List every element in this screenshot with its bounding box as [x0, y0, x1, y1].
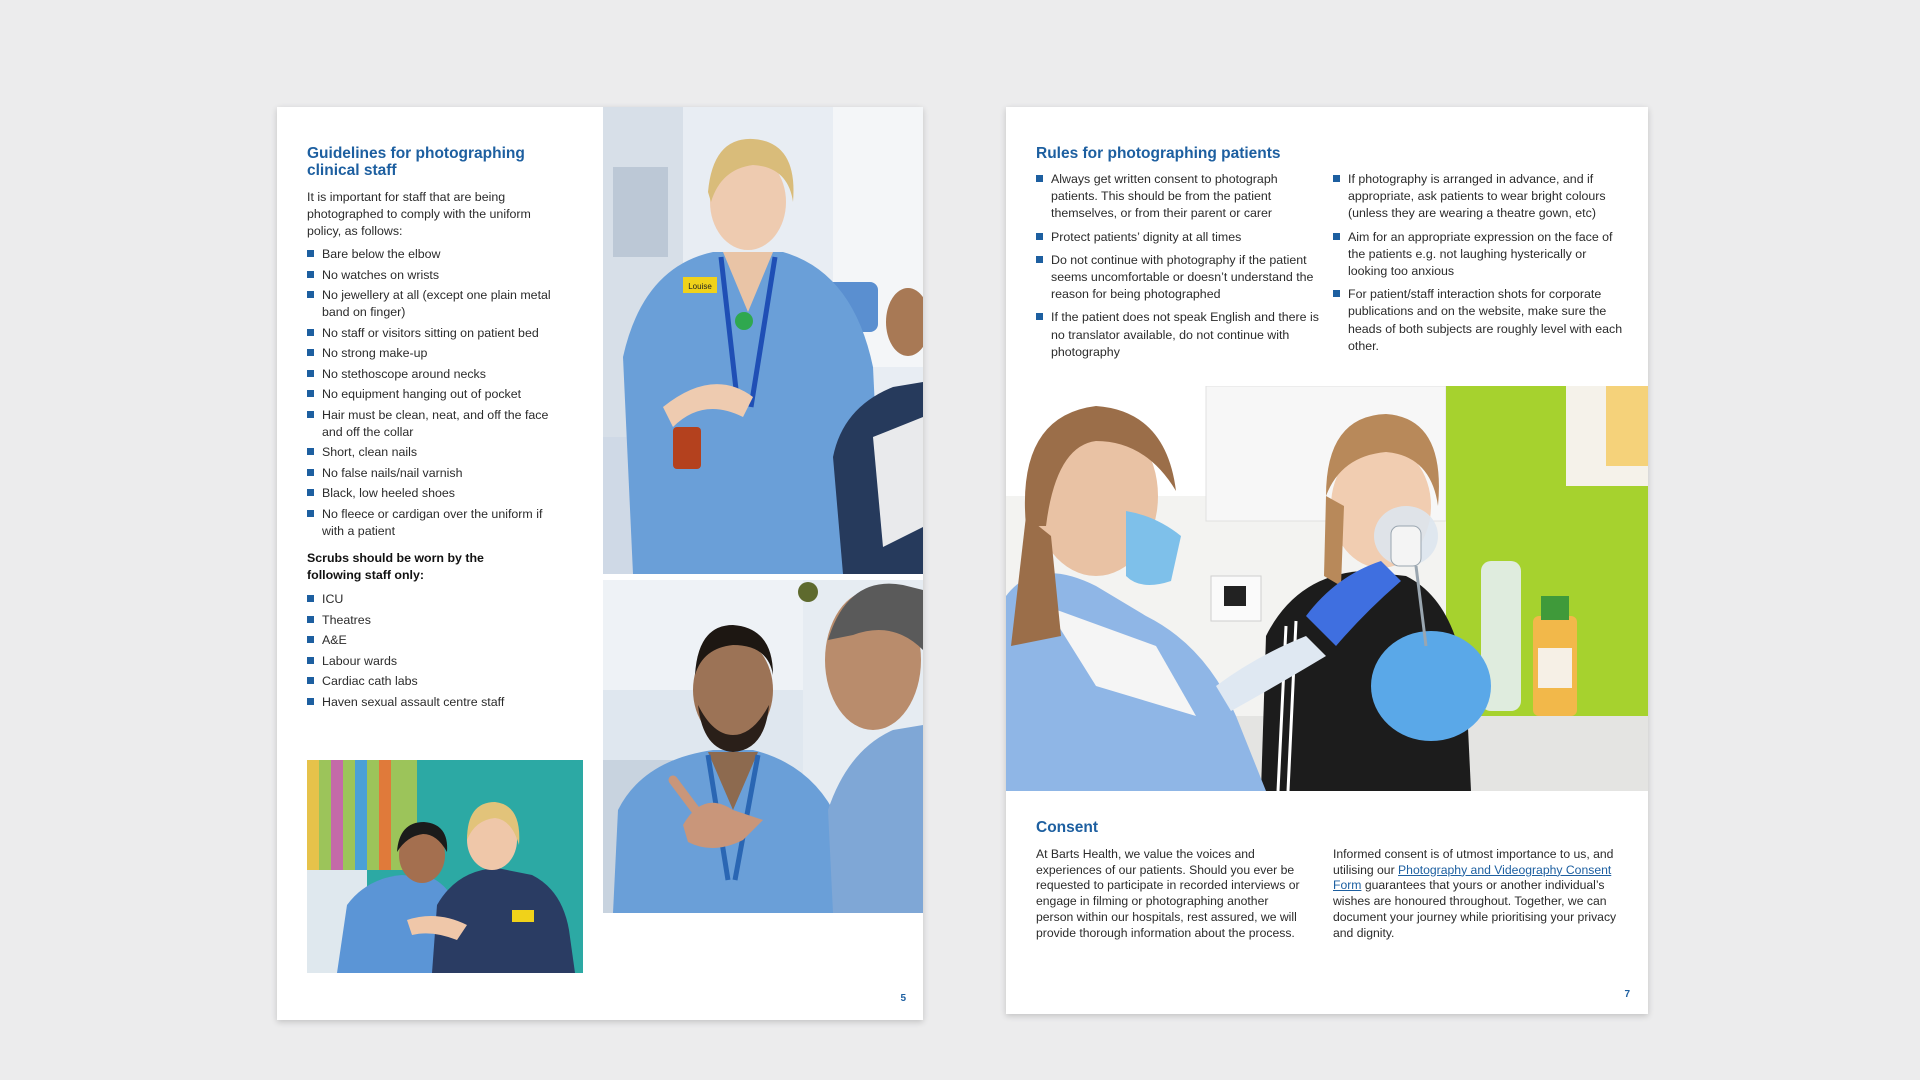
consent-paragraph-1: At Barts Health, we value the voices and experiences of our patients. Should you ever be requested to participate in recorded interviews or engage in filming or photographing another person within our hospitals, rest assured, we will provide thorough information about the process.: [1036, 847, 1300, 940]
uniform-rule-item: Hair must be clean, neat, and off the face and off the collar: [307, 407, 567, 441]
patient-rule-item: If photography is arranged in advance, and if appropriate, ask patients to wear bright colours (unless they are wearing a theatre gown, etc): [1333, 171, 1623, 223]
nurse-photo: [603, 107, 923, 574]
consent-text-before-link: Informed consent is of utmost importance to us, and utilising our: [1333, 847, 1614, 877]
patient-rule-item: Protect patients’ dignity at all times: [1036, 229, 1326, 246]
scrubs-staff-list: [307, 591, 567, 714]
uniform-rule-item: No fleece or cardigan over the uniform if with a patient: [307, 506, 567, 540]
uniform-rule-item: Short, clean nails: [307, 444, 567, 461]
page-number: 5: [900, 993, 906, 1004]
page-number: 7: [1624, 989, 1630, 1000]
patient-rules-column-2: [1333, 171, 1623, 361]
consent-text-after-link: guarantees that yours or another individual’s wishes are honoured throughout. Together, we can document your journey while prioritising your privacy and dignity.: [1333, 878, 1617, 940]
doctor-photo: [603, 580, 923, 913]
scrubs-staff-item: Cardiac cath labs: [307, 673, 567, 690]
uniform-rules-list: [307, 246, 567, 544]
brochure-page-5: [277, 107, 923, 1020]
patient-rules-title: Rules for photographing patients: [1036, 145, 1281, 162]
brochure-page-7: [1006, 107, 1648, 1014]
patient-rule-item: For patient/staff interaction shots for corporate publications and on the website, make sure the heads of both subjects are roughly level with each other.: [1333, 286, 1623, 355]
two-nurses-photo: [307, 760, 583, 973]
patient-rule-item: Do not continue with photography if the patient seems uncomfortable or doesn’t understand the reason for being photographed: [1036, 252, 1326, 304]
patient-rule-item: If the patient does not speak English and there is no translator available, do not continue with photography: [1036, 309, 1326, 361]
uniform-rule-item: No equipment hanging out of pocket: [307, 386, 567, 403]
uniform-rule-item: Bare below the elbow: [307, 246, 567, 263]
child-patient-photo: [1006, 386, 1648, 791]
scrubs-staff-item: Theatres: [307, 612, 567, 629]
consent-paragraph-2: [1333, 847, 1618, 941]
consent-form-link[interactable]: Photography and Videography Consent Form: [1333, 862, 1612, 893]
uniform-rule-item: No watches on wrists: [307, 267, 567, 284]
uniform-rule-item: No strong make-up: [307, 345, 567, 362]
consent-title: Consent: [1036, 819, 1098, 836]
scrubs-staff-item: ICU: [307, 591, 567, 608]
scrubs-title: Scrubs should be worn by the following staff only:: [307, 551, 484, 583]
uniform-rule-item: Black, low heeled shoes: [307, 485, 567, 502]
uniform-rule-item: No staff or visitors sitting on patient bed: [307, 325, 567, 342]
scrubs-staff-item: A&E: [307, 632, 567, 649]
staff-guidelines-intro: It is important for staff that are being photographed to comply with the uniform policy, as follows:: [307, 190, 531, 239]
patient-rule-item: Always get written consent to photograph patients. This should be from the patient themselves, or from their parent or carer: [1036, 171, 1326, 223]
nurse-badge-text: Louise: [688, 282, 712, 291]
uniform-rule-item: No stethoscope around necks: [307, 366, 567, 383]
scrubs-staff-item: Labour wards: [307, 653, 567, 670]
scrubs-staff-item: Haven sexual assault centre staff: [307, 694, 567, 711]
staff-guidelines-title: Guidelines for photographing clinical staff: [307, 145, 525, 179]
uniform-rule-item: No jewellery at all (except one plain metal band on finger): [307, 287, 567, 321]
uniform-rule-item: No false nails/nail varnish: [307, 465, 567, 482]
patient-rule-item: Aim for an appropriate expression on the face of the patients e.g. not laughing hysterically or looking too anxious: [1333, 229, 1623, 281]
patient-rules-column-1: [1036, 171, 1326, 367]
